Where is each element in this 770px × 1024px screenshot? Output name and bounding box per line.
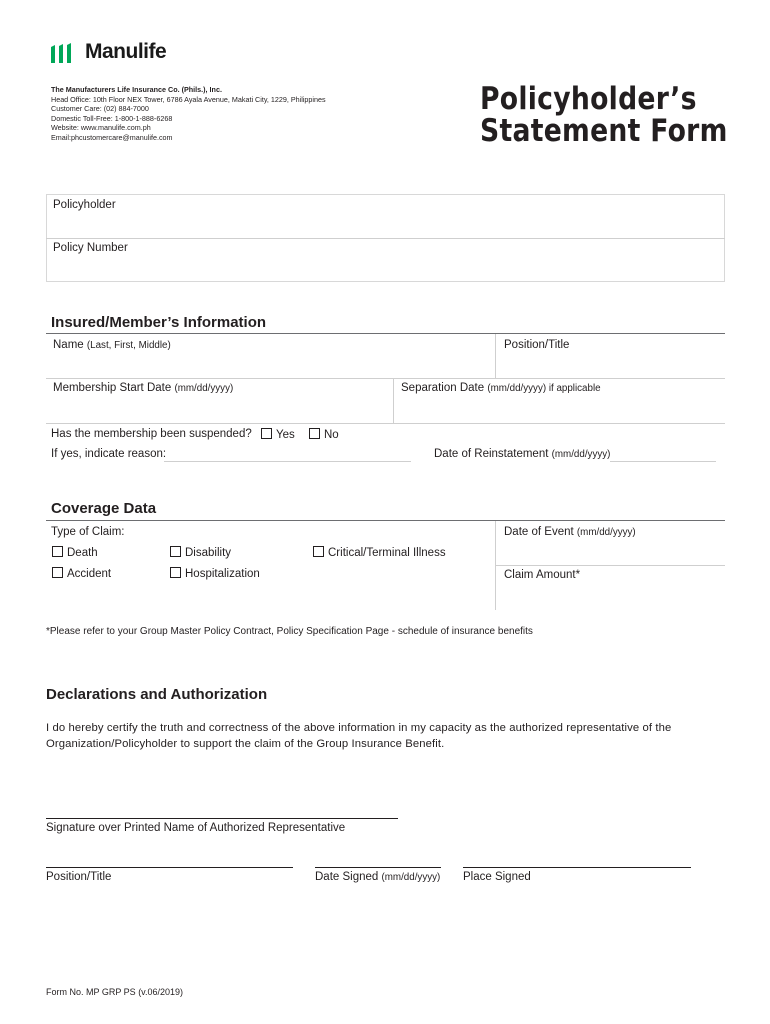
position-field[interactable]: Position/Title — [504, 339, 570, 351]
date-signed-text: Date Signed — [315, 871, 379, 883]
name-label: Name — [53, 339, 84, 351]
no-checkbox[interactable] — [309, 428, 339, 441]
position-signature-label: Position/Title — [46, 871, 112, 883]
death-checkbox[interactable] — [52, 546, 98, 559]
declarations-text — [46, 721, 736, 752]
declarations-line2: Organization/Policyholder to support the claim of the Group Insurance Benefit. — [46, 737, 445, 750]
email: Email:phcustomercare@manulife.com — [51, 132, 173, 142]
form-number: Form No. MP GRP PS (v.06/2019) — [46, 987, 184, 997]
signature-line[interactable] — [46, 818, 398, 819]
critical-illness-label: Critical/Terminal Illness — [328, 547, 446, 559]
claim-amount-field[interactable]: Claim Amount* — [504, 569, 581, 581]
checkbox-icon — [313, 546, 324, 557]
customer-care: Customer Care: (02) 884-7000 — [51, 104, 149, 114]
yes-checkbox[interactable] — [261, 428, 295, 441]
date-signed-label — [315, 871, 440, 883]
claim-type-label: Type of Claim: — [51, 526, 125, 538]
form-title — [480, 83, 728, 147]
checkbox-icon — [52, 546, 63, 557]
reason-input-line[interactable] — [164, 461, 411, 462]
place-signed-line[interactable] — [463, 867, 691, 868]
separation-date-field[interactable] — [401, 382, 601, 394]
suspended-question: Has the membership been suspended? — [51, 428, 252, 440]
declarations-line1: I do hereby certify the truth and correctness of the above information in my capacity as the authorized representative of the — [46, 722, 672, 734]
yes-label: Yes — [276, 429, 295, 441]
position-signature-line[interactable] — [46, 867, 293, 868]
date-signed-line[interactable] — [315, 867, 441, 868]
reinstatement-input-line[interactable] — [610, 461, 716, 462]
divider — [495, 565, 725, 566]
separation-label: Separation Date — [401, 382, 485, 394]
checkbox-icon — [261, 428, 272, 439]
place-signed-label: Place Signed — [463, 871, 531, 883]
disability-checkbox[interactable] — [170, 546, 231, 559]
date-of-event-field[interactable] — [504, 526, 636, 538]
logo-text: Manulife — [85, 40, 167, 63]
date-signed-hint: (mm/dd/yyyy) — [381, 872, 441, 883]
website: Website: www.manulife.com.ph — [51, 123, 151, 133]
divider — [393, 379, 394, 423]
form-title-line2: Statement Form — [480, 113, 728, 149]
policyholder-field[interactable]: Policyholder — [53, 199, 116, 211]
divider — [495, 334, 496, 379]
event-label: Date of Event — [504, 526, 574, 538]
name-hint: (Last, First, Middle) — [86, 340, 171, 351]
no-label: No — [324, 429, 339, 441]
coverage-section-title: Coverage Data — [51, 500, 157, 517]
manulife-logo-icon — [50, 43, 72, 63]
coverage-footnote: *Please refer to your Group Master Policy Contract, Policy Specification Page - schedule of insurance benefits — [46, 626, 533, 637]
membership-start-field[interactable] — [53, 382, 233, 394]
declarations-title: Declarations and Authorization — [46, 686, 268, 703]
divider — [46, 378, 725, 379]
coverage-section-rule — [46, 520, 725, 521]
checkbox-icon — [170, 546, 181, 557]
accident-checkbox[interactable] — [52, 567, 111, 580]
signature-label: Signature over Printed Name of Authorized Representative — [46, 822, 346, 834]
hospitalization-label: Hospitalization — [185, 568, 260, 580]
company-name: The Manufacturers Life Insurance Co. (Phils.), Inc. — [51, 85, 222, 94]
event-hint: (mm/dd/yyyy) — [576, 527, 636, 538]
name-field[interactable] — [53, 339, 171, 351]
divider — [46, 423, 725, 424]
checkbox-icon — [52, 567, 63, 578]
disability-label: Disability — [185, 547, 232, 559]
checkbox-icon — [170, 567, 181, 578]
critical-illness-checkbox[interactable] — [313, 546, 446, 559]
reinstatement-hint: (mm/dd/yyyy) — [551, 449, 611, 460]
hospitalization-checkbox[interactable] — [170, 567, 260, 580]
separation-hint: (mm/dd/yyyy) if applicable — [487, 383, 601, 394]
death-label: Death — [67, 547, 98, 559]
reason-label: If yes, indicate reason: — [51, 448, 167, 460]
form-title-line1: Policyholder’s — [480, 81, 697, 117]
company-info — [51, 85, 326, 143]
accident-label: Accident — [67, 568, 112, 580]
insured-section-rule — [46, 333, 725, 334]
insured-section-title: Insured/Member’s Information — [51, 314, 267, 331]
reinstatement-text: Date of Reinstatement — [434, 448, 549, 460]
reinstatement-label — [434, 448, 610, 460]
start-label: Membership Start Date — [53, 382, 172, 394]
checkbox-icon — [309, 428, 320, 439]
toll-free: Domestic Toll-Free: 1-800-1-888-6268 — [51, 113, 173, 123]
head-office: Head Office: 10th Floor NEX Tower, 6786 Ayala Avenue, Makati City, 1229, Philippines — [51, 94, 326, 104]
policy-number-field[interactable]: Policy Number — [53, 242, 128, 254]
start-hint: (mm/dd/yyyy) — [174, 383, 234, 394]
policy-box-divider — [46, 238, 725, 239]
